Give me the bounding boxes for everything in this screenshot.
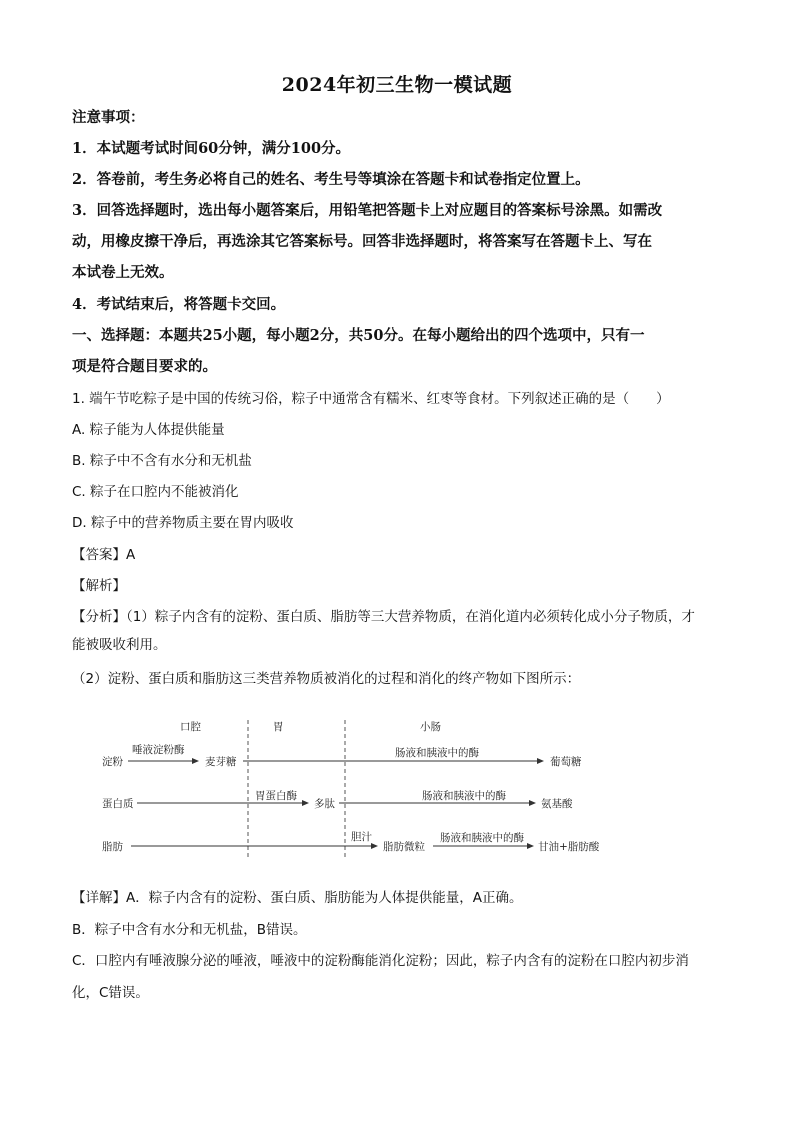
fat-enzyme-2: 肠液和胰液中的酶	[440, 832, 524, 844]
note-item-4: 4．考试结束后，将答题卡交回。	[72, 296, 286, 313]
starch-enzyme-1: 唾液淀粉酶	[132, 744, 185, 756]
protein-label: 蛋白质	[102, 798, 134, 810]
answer-line	[72, 545, 722, 565]
detail-c-cont: 化，C错误。	[72, 985, 149, 1001]
fat-mid: 脂肪微粒	[383, 841, 425, 853]
starch-label: 淀粉	[102, 756, 123, 768]
starch-enzyme-2: 肠液和胰液中的酶	[395, 747, 479, 759]
option-a: A. 粽子能为人体提供能量	[72, 422, 225, 438]
detail-tag: 【详解】	[72, 890, 126, 906]
protein-mid: 多肽	[314, 798, 335, 810]
fat-enzyme-1: 胆汁	[351, 831, 372, 843]
option-c: C. 粽子在口腔内不能被消化	[72, 484, 239, 500]
detail-b: B．粽子中含有水分和无机盐，B错误。	[72, 922, 307, 938]
analysis-p1-cont: 能被吸收利用。	[72, 637, 167, 653]
detail-a-line	[72, 888, 722, 908]
answer-tag: 【答案】	[72, 547, 126, 563]
notes-heading: 注意事项：	[72, 109, 145, 126]
starch-end: 葡萄糖	[550, 756, 582, 768]
note-item-2: 2．答卷前，考生务必将自己的姓名、考生号等填涂在答题卡和试卷指定位置上。	[72, 171, 590, 188]
analysis-sub-tag: 【分析】	[72, 609, 126, 625]
option-d: D. 粽子中的营养物质主要在胃内吸收	[72, 515, 294, 531]
protein-enzyme-2: 肠液和胰液中的酶	[422, 790, 506, 802]
option-b: B. 粽子中不含有水分和无机盐	[72, 453, 252, 469]
section-heading: 一、选择题：本题共25小题，每小题2分，共50分。在每小题给出的四个选项中，只有一	[72, 327, 645, 344]
question-stem: 1. 端午节吃粽子是中国的传统习俗，粽子中通常含有糯米、红枣等食材。下列叙述正确的是（ ）	[72, 391, 670, 407]
col-mouth: 口腔	[180, 721, 201, 733]
digestion-diagram	[95, 712, 635, 862]
fat-label: 脂肪	[102, 841, 123, 853]
detail-c: C．口腔内有唾液腺分泌的唾液，唾液中的淀粉酶能消化淀粉；因此，粽子内含有的淀粉在口腔内初步消	[72, 953, 689, 969]
analysis-tag: 【解析】	[72, 578, 126, 594]
analysis-p1	[72, 607, 722, 627]
detail-a: A．粽子内含有的淀粉、蛋白质、脂肪能为人体提供能量，A正确。	[126, 890, 523, 906]
answer-value: A	[126, 547, 136, 563]
fat-end: 甘油+脂肪酸	[538, 841, 600, 853]
col-small-intestine: 小肠	[420, 721, 441, 733]
note-item-3-end: 本试卷上无效。	[72, 264, 174, 281]
page-title: 2024年初三生物一模试题	[281, 74, 513, 96]
col-stomach: 胃	[273, 721, 284, 733]
starch-mid: 麦芽糖	[205, 756, 237, 768]
section-heading-cont: 项是符合题目要求的。	[72, 358, 217, 375]
note-item-3-cont: 动，用橡皮擦干净后，再选涂其它答案标号。回答非选择题时，将答案写在答题卡上、写在	[72, 233, 652, 250]
note-item-1: 1．本试题考试时间60分钟，满分100分。	[72, 140, 351, 157]
protein-enzyme-1: 胃蛋白酶	[255, 790, 297, 802]
analysis-p1-text: （1）粽子内含有的淀粉、蛋白质、脂肪等三大营养物质，在消化道内必须转化成小分子物质，才	[126, 609, 695, 625]
note-item-3: 3．回答选择题时，选出每小题答案后，用铅笔把答题卡上对应题目的答案标号涂黑。如需改	[72, 202, 663, 219]
protein-end: 氨基酸	[541, 798, 573, 810]
analysis-p2: （2）淀粉、蛋白质和脂肪这三类营养物质被消化的过程和消化的终产物如下图所示：	[72, 671, 581, 687]
